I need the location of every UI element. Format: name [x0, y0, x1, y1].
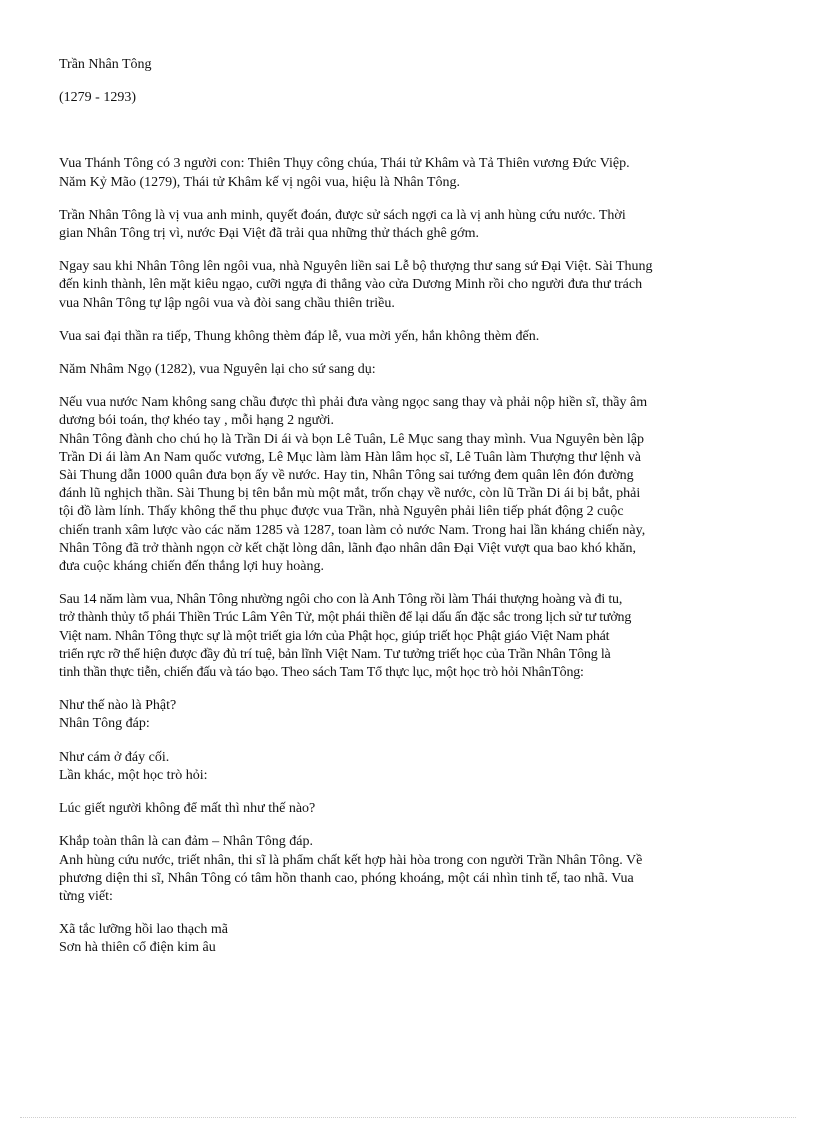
poem — [59, 921, 759, 957]
text-line: Nhân Tông đã trở thành ngọn cờ kết chặt lòng dân, lãnh đạo nhân dân Đại Việt vượt qua bao khó khăn, — [59, 540, 637, 556]
text-line: Như cám ở đáy cối. — [59, 749, 170, 765]
poem-line: Sơn hà thiên cổ điện kim âu — [59, 940, 216, 956]
poem-line: Xã tắc lưỡng hồi lao thạch mã — [59, 922, 228, 938]
paragraph — [59, 258, 759, 313]
text-line: Ngay sau khi Nhân Tông lên ngôi vua, nhà Nguyên liền sai Lễ bộ thượng thư sang sứ Đại Việt. Sài Thung — [59, 259, 653, 275]
text-line: dương bói toán, thợ khéo tay , mỗi hạng 2 người. — [59, 413, 334, 429]
text-line: Nhân Tông đành cho chú họ là Trần Di ái và bọn Lê Tuân, Lê Mục sang thay mình. Vua Nguyên bèn lập — [59, 431, 644, 447]
paragraph — [59, 207, 759, 243]
paragraph — [59, 328, 759, 346]
text-line: đến kinh thành, lên mặt kiêu ngạo, cưỡi ngựa đi thẳng vào cửa Dương Minh rồi cho người đưa thư trách — [59, 277, 643, 293]
document-title: Trần Nhân Tông — [59, 57, 152, 72]
text-line: Sài Thung dẫn 1000 quân đưa bọn ấy về nước. Hay tin, Nhân Tông sai tướng đem quân lên đón đường — [59, 468, 634, 484]
text-line: tinh thần thực tiễn, chiến đấu và táo bạo. Theo sách Tam Tổ thực lục, một học trò hỏi NhânTông: — [59, 665, 584, 681]
paragraph — [59, 697, 759, 733]
text-line: Lúc giết người không để mất thì như thế nào? — [59, 801, 316, 817]
text-line: trở thành thủy tổ phái Thiền Trúc Lâm Yên Tử, một phái thiền để lại dấu ấn đặc sắc trong lịch sử tư tưởng — [59, 610, 632, 626]
text-line: Lần khác, một học trò hỏi: — [59, 767, 208, 783]
page-bottom-edge — [20, 1117, 796, 1118]
document-body — [59, 56, 759, 958]
text-line: triển rực rỡ thể hiện được đầy đủ trí tuệ, bản lĩnh Việt Nam. Tư tưởng triết học của Trần Nhân Tông là — [59, 646, 611, 662]
text-line: Nhân Tông đáp: — [59, 716, 150, 732]
text-line: Khắp toàn thân là can đảm – Nhân Tông đáp. — [59, 834, 314, 850]
text-line: Như thế nào là Phật? — [59, 698, 177, 714]
paragraph — [59, 591, 759, 682]
text-line: vua Nhân Tông tự lập ngôi vua và đòi sang chầu thiên triều. — [59, 295, 395, 311]
text-line: Nếu vua nước Nam không sang chầu được thì phải đưa vàng ngọc sang thay và phải nộp hiền sĩ, thầy âm — [59, 395, 648, 411]
text-line: đưa cuộc kháng chiến đến thắng lợi huy hoàng. — [59, 559, 324, 575]
paragraph — [59, 361, 759, 379]
text-line: Sau 14 năm làm vua, Nhân Tông nhường ngôi cho con là Anh Tông rồi làm Thái thượng hoàng và đi tu, — [59, 592, 623, 608]
text-line: Vua sai đại thần ra tiếp, Thung không thèm đáp lễ, vua mời yến, hắn không thèm đến. — [59, 328, 540, 344]
text-line: Trần Nhân Tông là vị vua anh minh, quyết đoán, được sử sách ngợi ca là vị anh hùng cứu nước. Thời — [59, 207, 626, 223]
text-line: Vua Thánh Tông có 3 người con: Thiên Thụy công chúa, Thái tử Khâm và Tả Thiên vương Đức Việp. — [59, 156, 630, 172]
text-line: Anh hùng cứu nước, triết nhân, thi sĩ là phẩm chất kết hợp hài hòa trong con người Trần Nhân Tông. Về — [59, 852, 643, 868]
text-line: Năm Kỷ Mão (1279), Thái tử Khâm kế vị ngôi vua, hiệu là Nhân Tông. — [59, 174, 460, 190]
paragraph — [59, 800, 759, 818]
text-line: Trần Di ái làm An Nam quốc vương, Lê Mục làm làm Hàn lâm học sĩ, Lê Tuân làm Thượng thư lệnh và — [59, 449, 641, 465]
paragraph — [59, 833, 759, 906]
paragraph — [59, 394, 759, 576]
text-line: đánh lũ nghịch thần. Sài Thung bị tên bắn mù một mắt, trốn chạy về nước, còn lũ Trần Di ái bị bắt, phải — [59, 486, 641, 502]
text-line: từng viết: — [59, 888, 113, 904]
paragraph — [59, 749, 759, 785]
text-line: Năm Nhâm Ngọ (1282), vua Nguyên lại cho sứ sang dụ: — [59, 362, 376, 378]
text-line: tội đồ làm lính. Thấy không thể thu phục được vua Trần, nhà Nguyên phải liên tiếp phát động 2 cuộc — [59, 504, 624, 520]
text-line: gian Nhân Tông trị vì, nước Đại Việt đã trải qua những thử thách ghê gớm. — [59, 226, 479, 242]
reign-years: (1279 - 1293) — [59, 90, 136, 106]
paragraph — [59, 155, 759, 191]
text-line: chiến tranh xâm lược vào các năm 1285 và 1287, toan làm cỏ nước Nam. Trong hai lần kháng chiến này, — [59, 522, 646, 538]
text-line: phương diện thi sĩ, Nhân Tông có tâm hồn thanh cao, phóng khoáng, một cái nhìn tinh tế, tao nhã. Vua — [59, 870, 634, 886]
text-line: Việt nam. Nhân Tông thực sự là một triết gia lớn của Phật học, giúp triết học Phật giáo Việt Nam phát — [59, 628, 610, 644]
